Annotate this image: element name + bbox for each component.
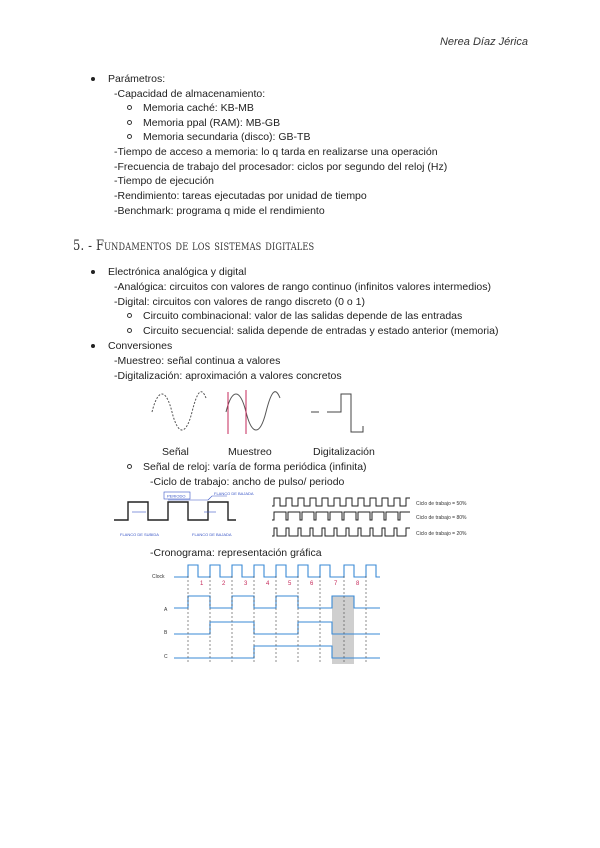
- duty-50-label: Ciclo de trabajo = 50%: [416, 501, 467, 507]
- caption-digitalizacion: Digitalización: [313, 446, 375, 458]
- cronograma-figure: [148, 562, 383, 666]
- cycle-number: 7: [334, 581, 338, 587]
- caption-muestreo: Muestreo: [228, 446, 272, 458]
- signal-analog-figure: [148, 386, 210, 438]
- clock-wave: [114, 502, 236, 520]
- author-name: Nerea Díaz Jérica: [439, 36, 528, 48]
- param-line: -Rendimiento: tareas ejecutadas por unidad de tiempo: [114, 190, 367, 202]
- clock-signal: [174, 565, 380, 577]
- duty-cycle-figure: [270, 494, 470, 544]
- param-line: -Tiempo de ejecución: [114, 175, 214, 187]
- label-clock: Clock: [152, 574, 165, 580]
- memoria-item: Memoria secundaria (disco): GB-TB: [143, 131, 311, 143]
- capacidad-line: -Capacidad de almacenamiento:: [114, 88, 266, 100]
- digital-line: -Digital: circuitos con valores de rango discreto (0 o 1): [114, 296, 365, 308]
- param-line: -Tiempo de acceso a memoria: lo q tarda en realizarse una operación: [114, 146, 438, 158]
- section-heading: 5. - Fundamentos de los sistemas digitales: [73, 238, 315, 254]
- cycle-number: 8: [356, 581, 360, 587]
- analogica-line: -Analógica: circuitos con valores de rango continuo (infinitos valores intermedios): [114, 281, 492, 293]
- cycle-number: 3: [244, 581, 248, 587]
- duty-20-label: Ciclo de trabajo = 20%: [416, 531, 467, 537]
- duty-20-wave: [272, 528, 410, 536]
- label-b: B: [164, 630, 168, 636]
- duty-80-wave: [272, 512, 410, 520]
- highlight-region: [332, 596, 354, 664]
- cycle-number: 1: [200, 581, 204, 587]
- caption-senal: Señal: [162, 446, 189, 458]
- periodo-label: PERIODO: [167, 493, 186, 499]
- step-signal: [311, 394, 363, 432]
- flanco-bajada-label: FLANCO DE BAJADA: [192, 532, 232, 537]
- pulso-label: FLANCO DE BAJADA: [214, 491, 254, 496]
- cycle-number: 2: [222, 581, 226, 587]
- param-line: -Frecuencia de trabajo del procesador: ciclos por segundo del reloj (Hz): [114, 161, 448, 173]
- bullet-electronica: Electrónica analógica y digital: [108, 266, 247, 278]
- cycle-number: 5: [288, 581, 292, 587]
- digitalizacion-line: -Digitalización: aproximación a valores concretos: [114, 370, 342, 382]
- label-a: A: [164, 607, 168, 613]
- cycle-number: 4: [266, 581, 270, 587]
- sine-wave: [152, 392, 206, 430]
- memoria-item: Memoria caché: KB-MB: [143, 102, 254, 114]
- circuit-item: Circuito secuencial: salida depende de entradas y estado anterior (memoria): [143, 325, 499, 337]
- circuit-item: Circuito combinacional: valor de las salidas depende de las entradas: [143, 310, 463, 322]
- param-line: -Benchmark: programa q mide el rendimiento: [114, 205, 325, 217]
- digitalization-figure: [305, 386, 367, 438]
- reloj-item: Señal de reloj: varía de forma periódica (infinita): [143, 461, 367, 473]
- muestreo-line: -Muestreo: señal continua a valores: [114, 355, 281, 367]
- sampling-figure: [222, 386, 284, 438]
- bullet-conversiones: Conversiones: [108, 340, 173, 352]
- flanco-subida-label: FLANCO DE SUBIDA: [120, 532, 159, 537]
- memoria-item: Memoria ppal (RAM): MB-GB: [143, 117, 281, 129]
- ciclo-line: -Ciclo de trabajo: ancho de pulso/ periodo: [150, 476, 345, 488]
- label-c: C: [164, 654, 168, 660]
- bullet-parametros: Parámetros:: [108, 73, 166, 85]
- cronograma-line: -Cronograma: representación gráfica: [150, 547, 322, 559]
- cycle-number: 6: [310, 581, 314, 587]
- duty-50-wave: [272, 498, 410, 506]
- clock-period-figure: [112, 490, 254, 540]
- duty-80-label: Ciclo de trabajo = 80%: [416, 515, 467, 521]
